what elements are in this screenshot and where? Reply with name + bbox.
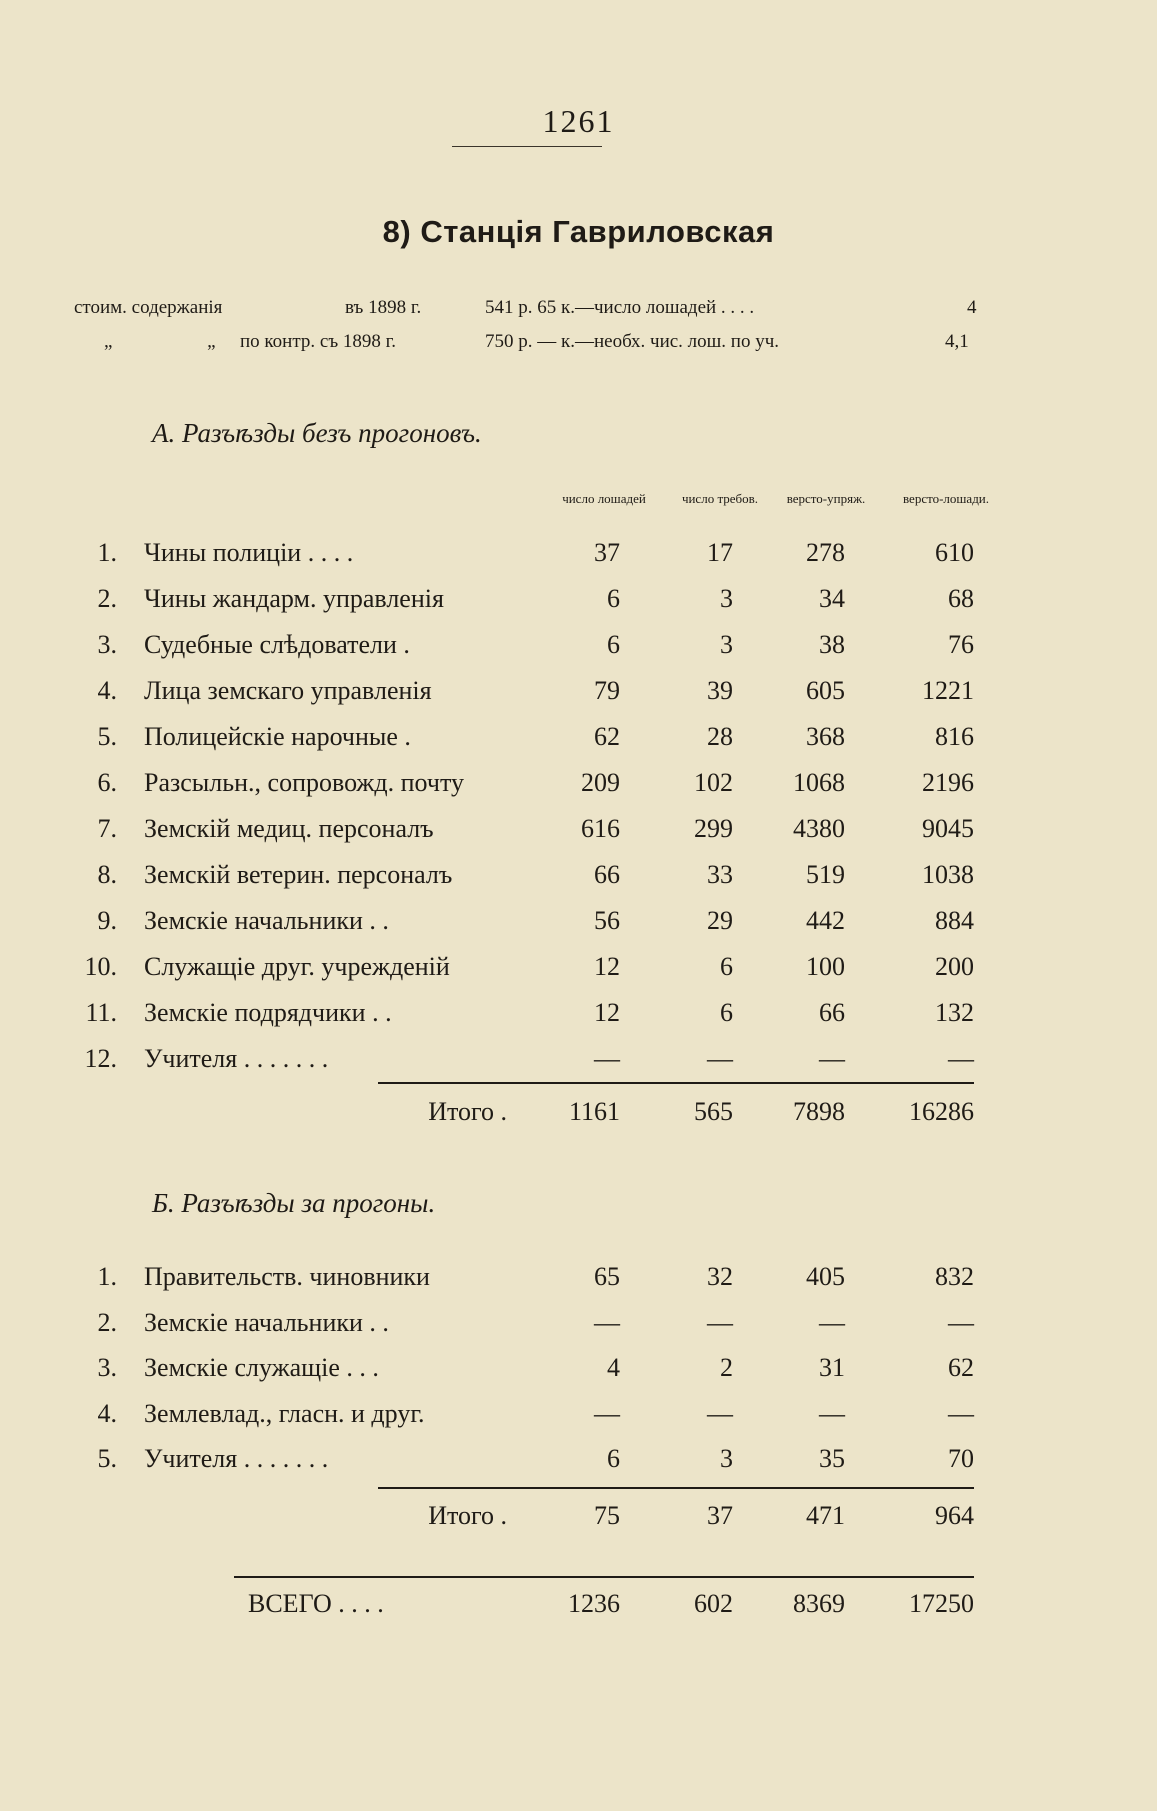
cell-requests: — bbox=[707, 1398, 733, 1428]
cell-requests: 29 bbox=[707, 906, 733, 935]
cell-verst-harness: 1068 bbox=[793, 768, 845, 797]
row-label: Учителя . . . . . . . bbox=[144, 1444, 329, 1473]
cell-horses: 65 bbox=[594, 1262, 620, 1291]
cell-verst-horses: 76 bbox=[948, 630, 974, 659]
column-header-verst-horses: версто-лошади. bbox=[902, 491, 990, 506]
total-requests: 565 bbox=[694, 1097, 733, 1126]
row-number: 10. bbox=[84, 952, 117, 981]
row-number: 5. bbox=[97, 722, 117, 751]
row-label: Чины жандарм. управленія bbox=[144, 584, 444, 613]
cell-verst-harness: 100 bbox=[806, 952, 845, 981]
cell-verst-harness: 35 bbox=[819, 1444, 845, 1473]
header-line-contract-amount: 750 р. — к.—необх. чис. лош. по уч. bbox=[485, 331, 780, 352]
cell-requests: 39 bbox=[707, 676, 733, 705]
row-number: 9. bbox=[97, 906, 117, 935]
grand-total-verst-horses: 17250 bbox=[909, 1589, 974, 1618]
row-number: 8. bbox=[97, 860, 117, 889]
row-number: 2. bbox=[97, 584, 117, 613]
table-row bbox=[0, 1353, 1157, 1395]
cell-horses: 12 bbox=[594, 952, 620, 981]
row-label: Земскіе служащіе . . . bbox=[144, 1353, 379, 1382]
cell-horses: 6 bbox=[607, 630, 620, 659]
cell-verst-horses: 68 bbox=[948, 584, 974, 613]
cell-requests: 17 bbox=[707, 538, 733, 567]
grand-total-verst-harness: 8369 bbox=[793, 1589, 845, 1618]
section-a-title: А. Разъѣзды безъ прогоновъ. bbox=[152, 418, 482, 448]
grand-total-row bbox=[0, 1589, 1157, 1631]
cell-horses: 209 bbox=[581, 768, 620, 797]
table-row bbox=[0, 630, 1157, 672]
section-b-title: Б. Разъѣзды за прогоны. bbox=[152, 1188, 436, 1218]
table-row bbox=[0, 676, 1157, 718]
table-row bbox=[0, 906, 1157, 948]
row-label: Полицейскіе нарочные . bbox=[144, 722, 411, 751]
table-row bbox=[0, 814, 1157, 856]
table-row bbox=[0, 1399, 1157, 1441]
total-verst-horses: 964 bbox=[935, 1501, 974, 1530]
page-number: 1261 bbox=[542, 103, 615, 139]
table-row bbox=[0, 584, 1157, 626]
section-a-total-row bbox=[0, 1097, 1157, 1139]
cell-requests: 33 bbox=[707, 860, 733, 889]
row-label: Разсыльн., сопровожд. почту bbox=[144, 768, 464, 797]
column-header-horses: число лошадей bbox=[562, 491, 646, 506]
header-line-cost bbox=[0, 297, 1157, 323]
row-number: 11. bbox=[85, 998, 117, 1027]
grand-total-horses: 1236 bbox=[568, 1589, 620, 1618]
cell-verst-horses: 884 bbox=[935, 906, 974, 935]
table-row bbox=[0, 1262, 1157, 1304]
grand-total-rule bbox=[234, 1576, 974, 1578]
cell-verst-harness: — bbox=[819, 1044, 845, 1073]
cell-requests: — bbox=[707, 1307, 733, 1337]
table-row bbox=[0, 952, 1157, 994]
cell-verst-harness: — bbox=[819, 1307, 845, 1337]
table-row bbox=[0, 1044, 1157, 1086]
cell-horses: 66 bbox=[594, 860, 620, 889]
header-line-contract bbox=[0, 331, 1157, 357]
cell-requests: 299 bbox=[694, 814, 733, 843]
cell-requests: — bbox=[707, 1044, 733, 1073]
row-label: Земскіе подрядчики . . bbox=[144, 998, 392, 1027]
cell-horses: 37 bbox=[594, 538, 620, 567]
total-verst-harness: 7898 bbox=[793, 1097, 845, 1126]
cell-requests: 3 bbox=[720, 1444, 733, 1473]
cell-verst-harness: 34 bbox=[819, 584, 845, 613]
row-number: 4. bbox=[97, 676, 117, 705]
row-number: 2. bbox=[97, 1307, 117, 1337]
row-number: 12. bbox=[84, 1044, 117, 1073]
row-number: 7. bbox=[97, 814, 117, 843]
cell-verst-harness: 278 bbox=[806, 538, 845, 567]
header-line-cost-amount: 541 р. 65 к.—число лошадей . . . . bbox=[485, 297, 755, 318]
row-label: Земскій медиц. персоналъ bbox=[144, 814, 434, 843]
cell-verst-harness: 405 bbox=[806, 1262, 845, 1291]
column-header-requests: число требов. bbox=[681, 491, 759, 506]
cell-horses: 616 bbox=[581, 814, 620, 843]
cell-horses: 56 bbox=[594, 906, 620, 935]
cell-verst-horses: — bbox=[948, 1398, 974, 1428]
row-label: Учителя . . . . . . . bbox=[144, 1044, 329, 1073]
header-line-contract-label: „ „ bbox=[104, 331, 216, 352]
row-label: Судебные слѣдователи . bbox=[144, 630, 410, 659]
cell-verst-harness: 519 bbox=[806, 860, 845, 889]
cell-horses: 6 bbox=[607, 1444, 620, 1473]
column-header-verst-harness: версто-упряж. bbox=[786, 491, 866, 506]
row-label: Земскіе начальники . . bbox=[144, 906, 389, 935]
row-label: Лица земскаго управленія bbox=[144, 676, 432, 705]
cell-verst-harness: 38 bbox=[819, 630, 845, 659]
row-label: Чины полиціи . . . . bbox=[144, 538, 354, 567]
cell-verst-harness: 368 bbox=[806, 722, 845, 751]
row-number: 1. bbox=[97, 1262, 117, 1291]
cell-requests: 3 bbox=[720, 584, 733, 613]
row-number: 6. bbox=[97, 768, 117, 797]
table-row bbox=[0, 538, 1157, 580]
cell-verst-horses: 610 bbox=[935, 538, 974, 567]
row-number: 4. bbox=[97, 1398, 117, 1428]
cell-verst-horses: 1038 bbox=[922, 860, 974, 889]
cell-verst-horses: 9045 bbox=[922, 814, 974, 843]
cell-requests: 6 bbox=[720, 952, 733, 981]
grand-total-requests: 602 bbox=[694, 1589, 733, 1618]
cell-horses: — bbox=[594, 1307, 620, 1337]
cell-verst-horses: 1221 bbox=[922, 676, 974, 705]
cell-verst-horses: 200 bbox=[935, 952, 974, 981]
cell-requests: 102 bbox=[694, 768, 733, 797]
cell-verst-horses: 2196 bbox=[922, 768, 974, 797]
table-row bbox=[0, 768, 1157, 810]
cell-horses: 79 bbox=[594, 676, 620, 705]
total-horses: 75 bbox=[594, 1501, 620, 1530]
row-number: 3. bbox=[97, 1353, 117, 1382]
table-row bbox=[0, 998, 1157, 1040]
cell-requests: 32 bbox=[707, 1262, 733, 1291]
cell-verst-horses: 132 bbox=[935, 998, 974, 1027]
table-row bbox=[0, 1444, 1157, 1486]
total-verst-harness: 471 bbox=[806, 1501, 845, 1530]
row-number: 5. bbox=[97, 1444, 117, 1473]
cell-verst-horses: 832 bbox=[935, 1262, 974, 1291]
cell-horses: — bbox=[594, 1044, 620, 1073]
header-line-cost-year: въ 1898 г. bbox=[345, 297, 422, 318]
cell-verst-horses: 816 bbox=[935, 722, 974, 751]
cell-horses: 62 bbox=[594, 722, 620, 751]
row-label: Правительств. чиновники bbox=[144, 1262, 430, 1291]
station-title: 8) Станція Гавриловская bbox=[382, 214, 775, 249]
row-label: Земскіе начальники . . bbox=[144, 1307, 389, 1337]
total-requests: 37 bbox=[707, 1501, 733, 1530]
cell-requests: 3 bbox=[720, 630, 733, 659]
table-row bbox=[0, 1308, 1157, 1350]
cell-requests: 2 bbox=[720, 1353, 733, 1382]
header-line-cost-label: стоим. содержанія bbox=[74, 297, 223, 318]
total-horses: 1161 bbox=[568, 1097, 620, 1126]
table-row bbox=[0, 860, 1157, 902]
row-label: Служащіе друг. учрежденій bbox=[144, 952, 450, 981]
cell-verst-horses: — bbox=[948, 1044, 974, 1073]
header-line-contract-value: 4,1 bbox=[945, 331, 969, 352]
section-b-total-row bbox=[0, 1501, 1157, 1543]
cell-verst-horses: 62 bbox=[948, 1353, 974, 1382]
cell-requests: 28 bbox=[707, 722, 733, 751]
total-label: Итого . bbox=[428, 1501, 507, 1530]
header-line-cost-value: 4 bbox=[967, 297, 977, 318]
cell-horses: — bbox=[594, 1398, 620, 1428]
row-number: 3. bbox=[97, 630, 117, 659]
cell-verst-harness: 66 bbox=[819, 998, 845, 1027]
cell-verst-harness: 4380 bbox=[793, 814, 845, 843]
total-label: Итого . bbox=[428, 1097, 507, 1126]
cell-verst-harness: 31 bbox=[819, 1353, 845, 1382]
table-row bbox=[0, 722, 1157, 764]
header-line-contract-year: по контр. съ 1898 г. bbox=[240, 331, 397, 352]
cell-horses: 6 bbox=[607, 584, 620, 613]
section-a-total-rule bbox=[378, 1082, 974, 1084]
page-number-rule bbox=[452, 146, 602, 147]
total-verst-horses: 16286 bbox=[909, 1097, 974, 1126]
cell-verst-horses: — bbox=[948, 1307, 974, 1337]
grand-total-label: ВСЕГО . . . . bbox=[248, 1589, 384, 1618]
cell-horses: 4 bbox=[607, 1353, 620, 1382]
row-label: Земскій ветерин. персоналъ bbox=[144, 860, 453, 889]
section-b-total-rule bbox=[378, 1487, 974, 1489]
cell-verst-harness: 442 bbox=[806, 906, 845, 935]
cell-horses: 12 bbox=[594, 998, 620, 1027]
row-number: 1. bbox=[97, 538, 117, 567]
cell-requests: 6 bbox=[720, 998, 733, 1027]
cell-verst-harness: 605 bbox=[806, 676, 845, 705]
cell-verst-horses: 70 bbox=[948, 1444, 974, 1473]
row-label: Землевлад., гласн. и друг. bbox=[144, 1398, 425, 1428]
cell-verst-harness: — bbox=[819, 1398, 845, 1428]
